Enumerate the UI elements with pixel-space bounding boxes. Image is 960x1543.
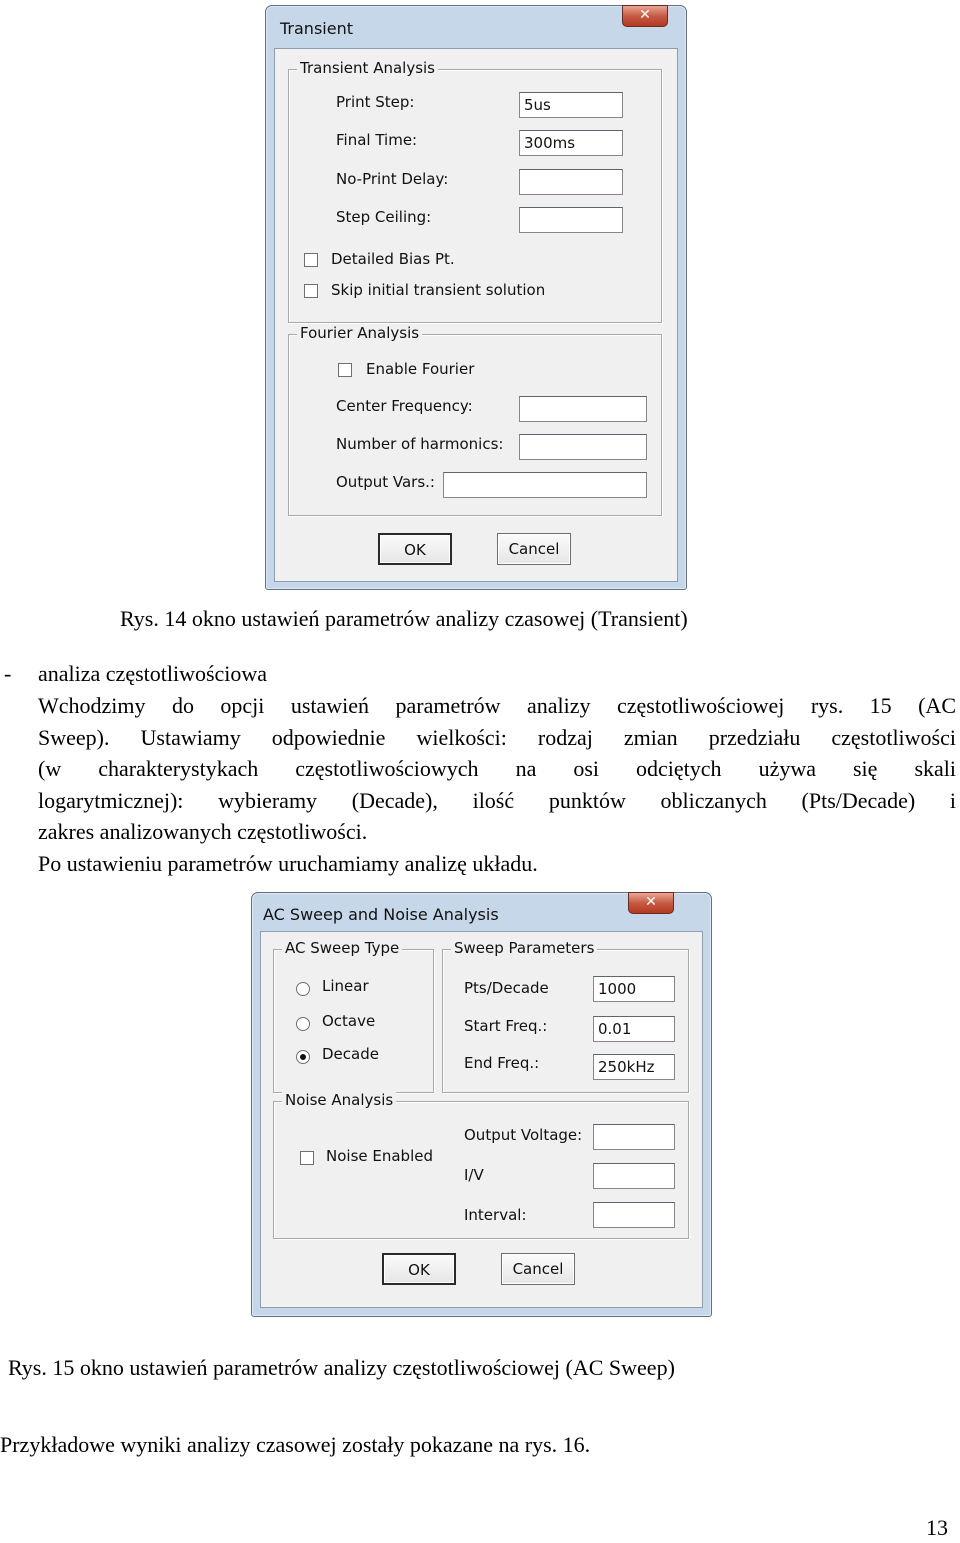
pts-decade-label: Pts/Decade — [464, 979, 549, 997]
end-freq-label: End Freq.: — [464, 1054, 540, 1072]
linear-radio[interactable] — [296, 982, 310, 996]
output-vars-label: Output Vars.: — [336, 473, 435, 491]
page-number: 13 — [926, 1515, 948, 1540]
output-voltage-label: Output Voltage: — [464, 1126, 583, 1144]
step-ceiling-field[interactable] — [519, 207, 623, 233]
enable-fourier-checkbox[interactable] — [338, 363, 352, 377]
dialog-title: Transient — [280, 19, 353, 38]
pts-decade-field[interactable]: 1000 — [593, 976, 675, 1002]
cancel-button[interactable]: Cancel — [501, 1253, 575, 1285]
close-button[interactable] — [628, 892, 674, 914]
iv-field[interactable] — [593, 1163, 675, 1189]
group-legend: Fourier Analysis — [297, 324, 422, 342]
ac-sweep-dialog — [251, 892, 712, 1317]
print-step-label: Print Step: — [336, 93, 415, 111]
dialog-client-area — [274, 48, 678, 582]
group-legend: AC Sweep Type — [282, 939, 402, 957]
harmonics-field[interactable] — [519, 434, 647, 460]
start-freq-field[interactable]: 0.01 — [593, 1016, 675, 1042]
end-freq-field[interactable]: 250kHz — [593, 1054, 675, 1080]
output-vars-field[interactable] — [443, 472, 647, 498]
paragraph-line: Po ustawieniu parametrów uruchamiamy analizę układu. — [38, 851, 538, 876]
figure-15-caption: Rys. 15 okno ustawień parametrów analizy częstotliwościowej (AC Sweep) — [8, 1355, 675, 1380]
skip-initial-label: Skip initial transient solution — [331, 281, 546, 299]
no-print-delay-label: No-Print Delay: — [336, 170, 449, 188]
detailed-bias-label: Detailed Bias Pt. — [331, 250, 455, 268]
octave-radio[interactable] — [296, 1017, 310, 1031]
noise-enabled-checkbox[interactable] — [300, 1151, 314, 1165]
decade-radio[interactable] — [296, 1050, 310, 1064]
dialog-title: AC Sweep and Noise Analysis — [263, 905, 499, 924]
cancel-button[interactable]: Cancel — [497, 533, 571, 565]
paragraph-line: zakres analizowanych częstotliwości. — [38, 819, 368, 844]
interval-field[interactable] — [593, 1202, 675, 1228]
interval-label: Interval: — [464, 1206, 527, 1224]
paragraph-line: logarytmicznej): wybieramy (Decade), ilość punktów obliczanych (Pts/Decade) i — [38, 788, 956, 813]
ok-button[interactable]: OK — [378, 533, 452, 565]
final-time-field[interactable]: 300ms — [519, 130, 623, 156]
final-time-label: Final Time: — [336, 131, 418, 149]
paragraph-line: Sweep). Ustawiamy odpowiednie wielkości: rodzaj zmian przedziału częstotliwości — [38, 725, 956, 750]
output-voltage-field[interactable] — [593, 1124, 675, 1150]
bullet-dash: - — [4, 661, 12, 686]
group-legend: Transient Analysis — [297, 59, 438, 77]
decade-label: Decade — [322, 1045, 379, 1063]
octave-label: Octave — [322, 1012, 376, 1030]
center-frequency-field[interactable] — [519, 396, 647, 422]
bullet-text: analiza częstotliwościowa — [38, 661, 268, 686]
step-ceiling-label: Step Ceiling: — [336, 208, 432, 226]
ok-button[interactable]: OK — [382, 1253, 456, 1285]
print-step-field[interactable]: 5us — [519, 92, 623, 118]
close-icon: ✕ — [645, 894, 657, 910]
close-icon: ✕ — [639, 7, 651, 23]
paragraph-line: Wchodzimy do opcji ustawień parametrów analizy częstotliwościowej rys. 15 (AC — [38, 693, 956, 718]
noise-enabled-label: Noise Enabled — [326, 1147, 433, 1165]
start-freq-label: Start Freq.: — [464, 1017, 548, 1035]
group-legend: Noise Analysis — [282, 1091, 396, 1109]
closing-sentence: Przykładowe wyniki analizy czasowej zostały pokazane na rys. 16. — [0, 1432, 591, 1457]
paragraph-line: (w charakterystykach częstotliwościowych na osi odciętych używa się skali — [38, 756, 956, 781]
linear-label: Linear — [322, 977, 369, 995]
skip-initial-checkbox[interactable] — [304, 284, 318, 298]
no-print-delay-field[interactable] — [519, 169, 623, 195]
iv-label: I/V — [464, 1166, 484, 1184]
close-button[interactable] — [622, 5, 668, 27]
group-legend: Sweep Parameters — [451, 939, 597, 957]
transient-dialog — [265, 5, 687, 590]
figure-14-caption: Rys. 14 okno ustawień parametrów analizy czasowej (Transient) — [120, 606, 688, 631]
harmonics-label: Number of harmonics: — [336, 435, 504, 453]
center-frequency-label: Center Frequency: — [336, 397, 473, 415]
enable-fourier-label: Enable Fourier — [366, 360, 475, 378]
dialog-client-area — [260, 931, 703, 1308]
detailed-bias-checkbox[interactable] — [304, 253, 318, 267]
